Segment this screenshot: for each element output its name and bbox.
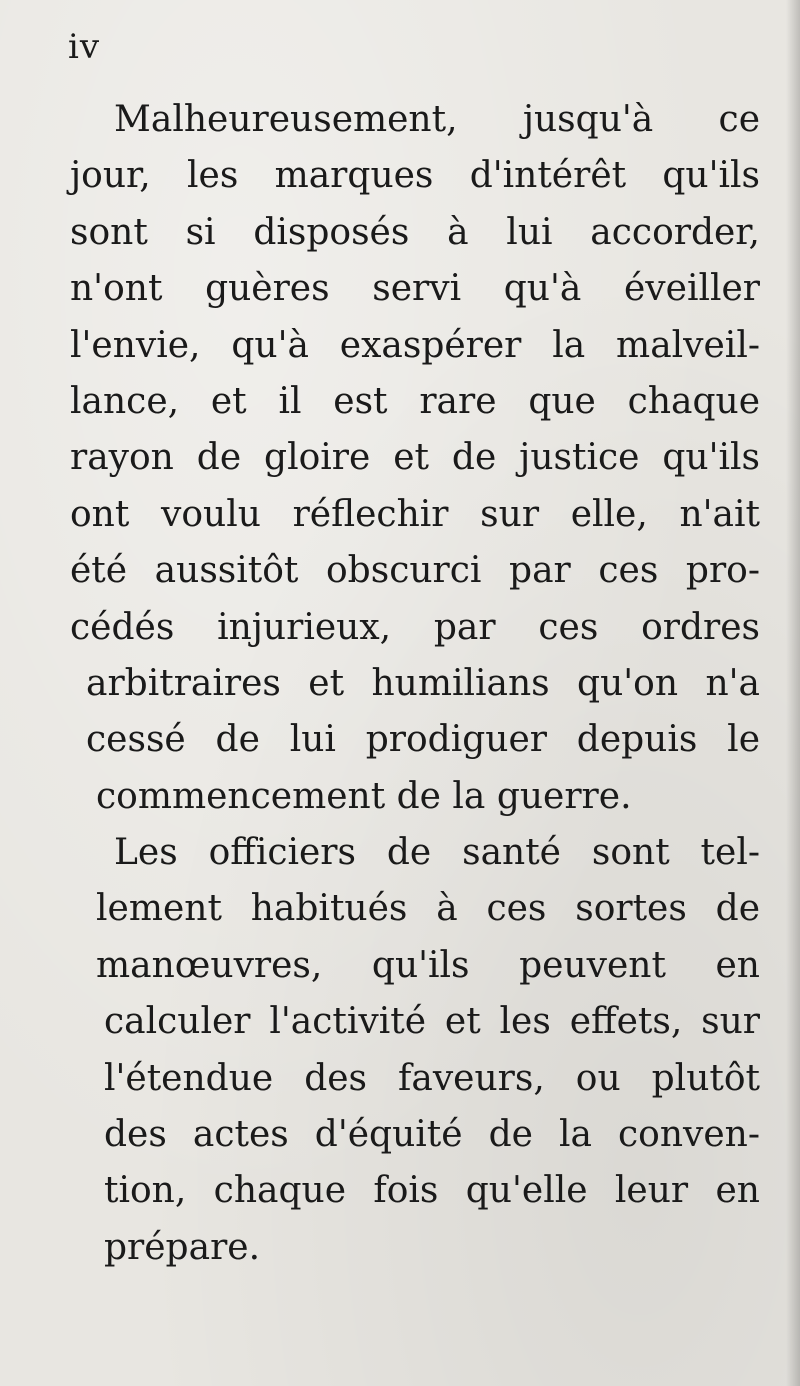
- text-line: n'ont guères servi qu'à éveiller: [70, 268, 760, 310]
- text-line: lance, et il est rare que chaque: [70, 380, 760, 422]
- text-line: commencement de la guerre.: [96, 775, 632, 817]
- text-line: Les officiers de santé sont tel-: [114, 832, 760, 874]
- page-number: iv: [68, 27, 101, 67]
- paragraph: [70, 825, 760, 1276]
- text-line: cédés injurieux, par ces ordres: [70, 606, 760, 648]
- text-line: rayon de gloire et de justice qu'ils: [70, 437, 760, 479]
- text-line: cessé de lui prodiguer depuis le: [86, 719, 760, 761]
- text-line: manœuvres, qu'ils peuvent en: [96, 944, 760, 986]
- text-line: ont voulu réflechir sur elle, n'ait: [70, 493, 760, 535]
- page-edge-shadow: [786, 0, 800, 1386]
- text-line: lement habitués à ces sortes de: [96, 888, 760, 930]
- text-line: arbitraires et humilians qu'on n'a: [86, 662, 760, 704]
- text-line: tion, chaque fois qu'elle leur en: [104, 1170, 760, 1212]
- text-line: prépare.: [104, 1226, 261, 1268]
- text-line: l'étendue des faveurs, ou plutôt: [104, 1057, 760, 1099]
- paragraph: [70, 92, 760, 825]
- text-line: calculer l'activité et les effets, sur: [104, 1001, 760, 1043]
- text-line: des actes d'équité de la conven-: [104, 1114, 760, 1156]
- text-line: été aussitôt obscurci par ces pro-: [70, 550, 760, 592]
- text-line: sont si disposés à lui accorder,: [70, 211, 760, 253]
- text-line: jour, les marques d'intérêt qu'ils: [70, 155, 760, 197]
- body-text: [70, 92, 760, 1276]
- text-line: Malheureusement, jusqu'à ce: [114, 99, 760, 140]
- text-line: l'envie, qu'à exaspérer la malveil-: [70, 324, 760, 366]
